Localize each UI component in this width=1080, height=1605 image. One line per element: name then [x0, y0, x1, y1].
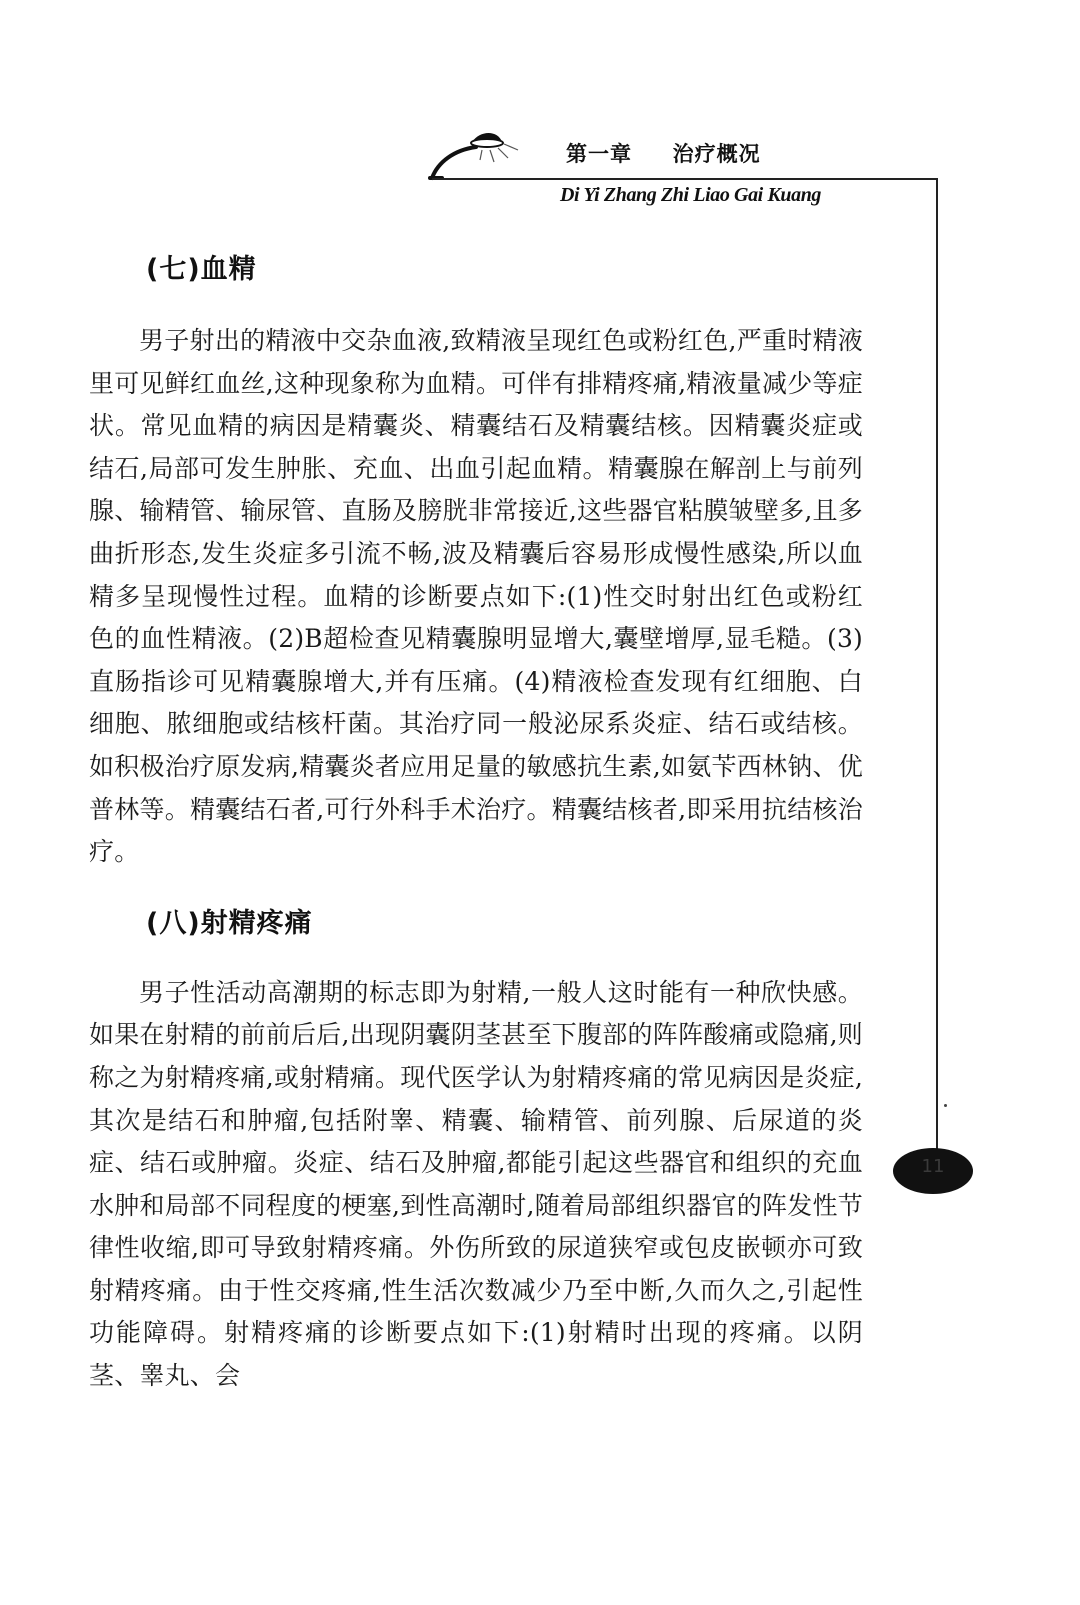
page-body — [89, 248, 863, 1398]
chapter-pinyin: Di Yi Zhang Zhi Liao Gai Kuang — [560, 184, 822, 206]
section-heading-ejaculation-pain: (八)射精疼痛 — [146, 907, 313, 939]
header-rule — [432, 178, 938, 180]
desk-lamp-icon — [428, 128, 528, 184]
section-body-ejaculation-pain: 男子性活动高潮期的标志即为射精,一般人这时能有一种欣快感。如果在射精的前前后后,出现阴囊阴茎甚至下腹部的阵阵酸痛或隐痛,则称之为射精疼痛,或射精痛。现代医学认为射精疼痛的常见病因是炎症,其次是结石和肿瘤,包括附睾、精囊、输精管、前列腺、后尿道的炎症、结石或肿瘤。炎症、结石及肿瘤,都能引起这些器官和组织的充血水肿和局部不同程度的梗塞,到性高潮时,随着局部组织器官的阵发性节律性收缩,即可导致射精疼痛。外伤所致的尿道狭窄或包皮嵌顿亦可致射精疼痛。由于性交疼痛,性生活次数减少乃至中断,久而久之,引起性功能障碍。射精疼痛的诊断要点如下:(1)射精时出现的疼痛。以阴茎、睾丸、会 — [89, 977, 863, 1391]
running-header — [0, 0, 1080, 230]
chapter-title: 第一章 治疗概况 — [566, 142, 761, 166]
side-rule — [936, 178, 938, 1168]
section-body-hematospermia: 男子射出的精液中交杂血液,致精液呈现红色或粉红色,严重时精液里可见鲜红血丝,这种现象称为血精。可伴有排精疼痛,精液量减少等症状。常见血精的病因是精囊炎、精囊结石及精囊结核。因精囊炎症或结石,局部可发生肿胀、充血、出血引起血精。精囊腺在解剖上与前列腺、输精管、输尿管、直肠及膀胱非常接近,这些器官粘膜皱壁多,且多曲折形态,发生炎症多引流不畅,波及精囊后容易形成慢性感染,所以血精多呈现慢性过程。血精的诊断要点如下:(1)性交时射出红色或粉红色的血性精液。(2)B超检查见精囊腺明显增大,囊壁增厚,显毛糙。(3)直肠指诊可见精囊腺增大,并有压痛。(4)精液检查发现有红细胞、白细胞、脓细胞或结核杆菌。其治疗同一般泌尿系炎症、结石或结核。如积极治疗原发病,精囊炎者应用足量的敏感抗生素,如氨苄西林钠、优普林等。精囊结石者,可行外科手术治疗。精囊结核者,即采用抗结核治疗。 — [89, 326, 863, 867]
section-heading-hematospermia: (七)血精 — [146, 254, 257, 285]
print-speck — [944, 1104, 947, 1107]
page-number: 11 — [921, 1156, 945, 1177]
